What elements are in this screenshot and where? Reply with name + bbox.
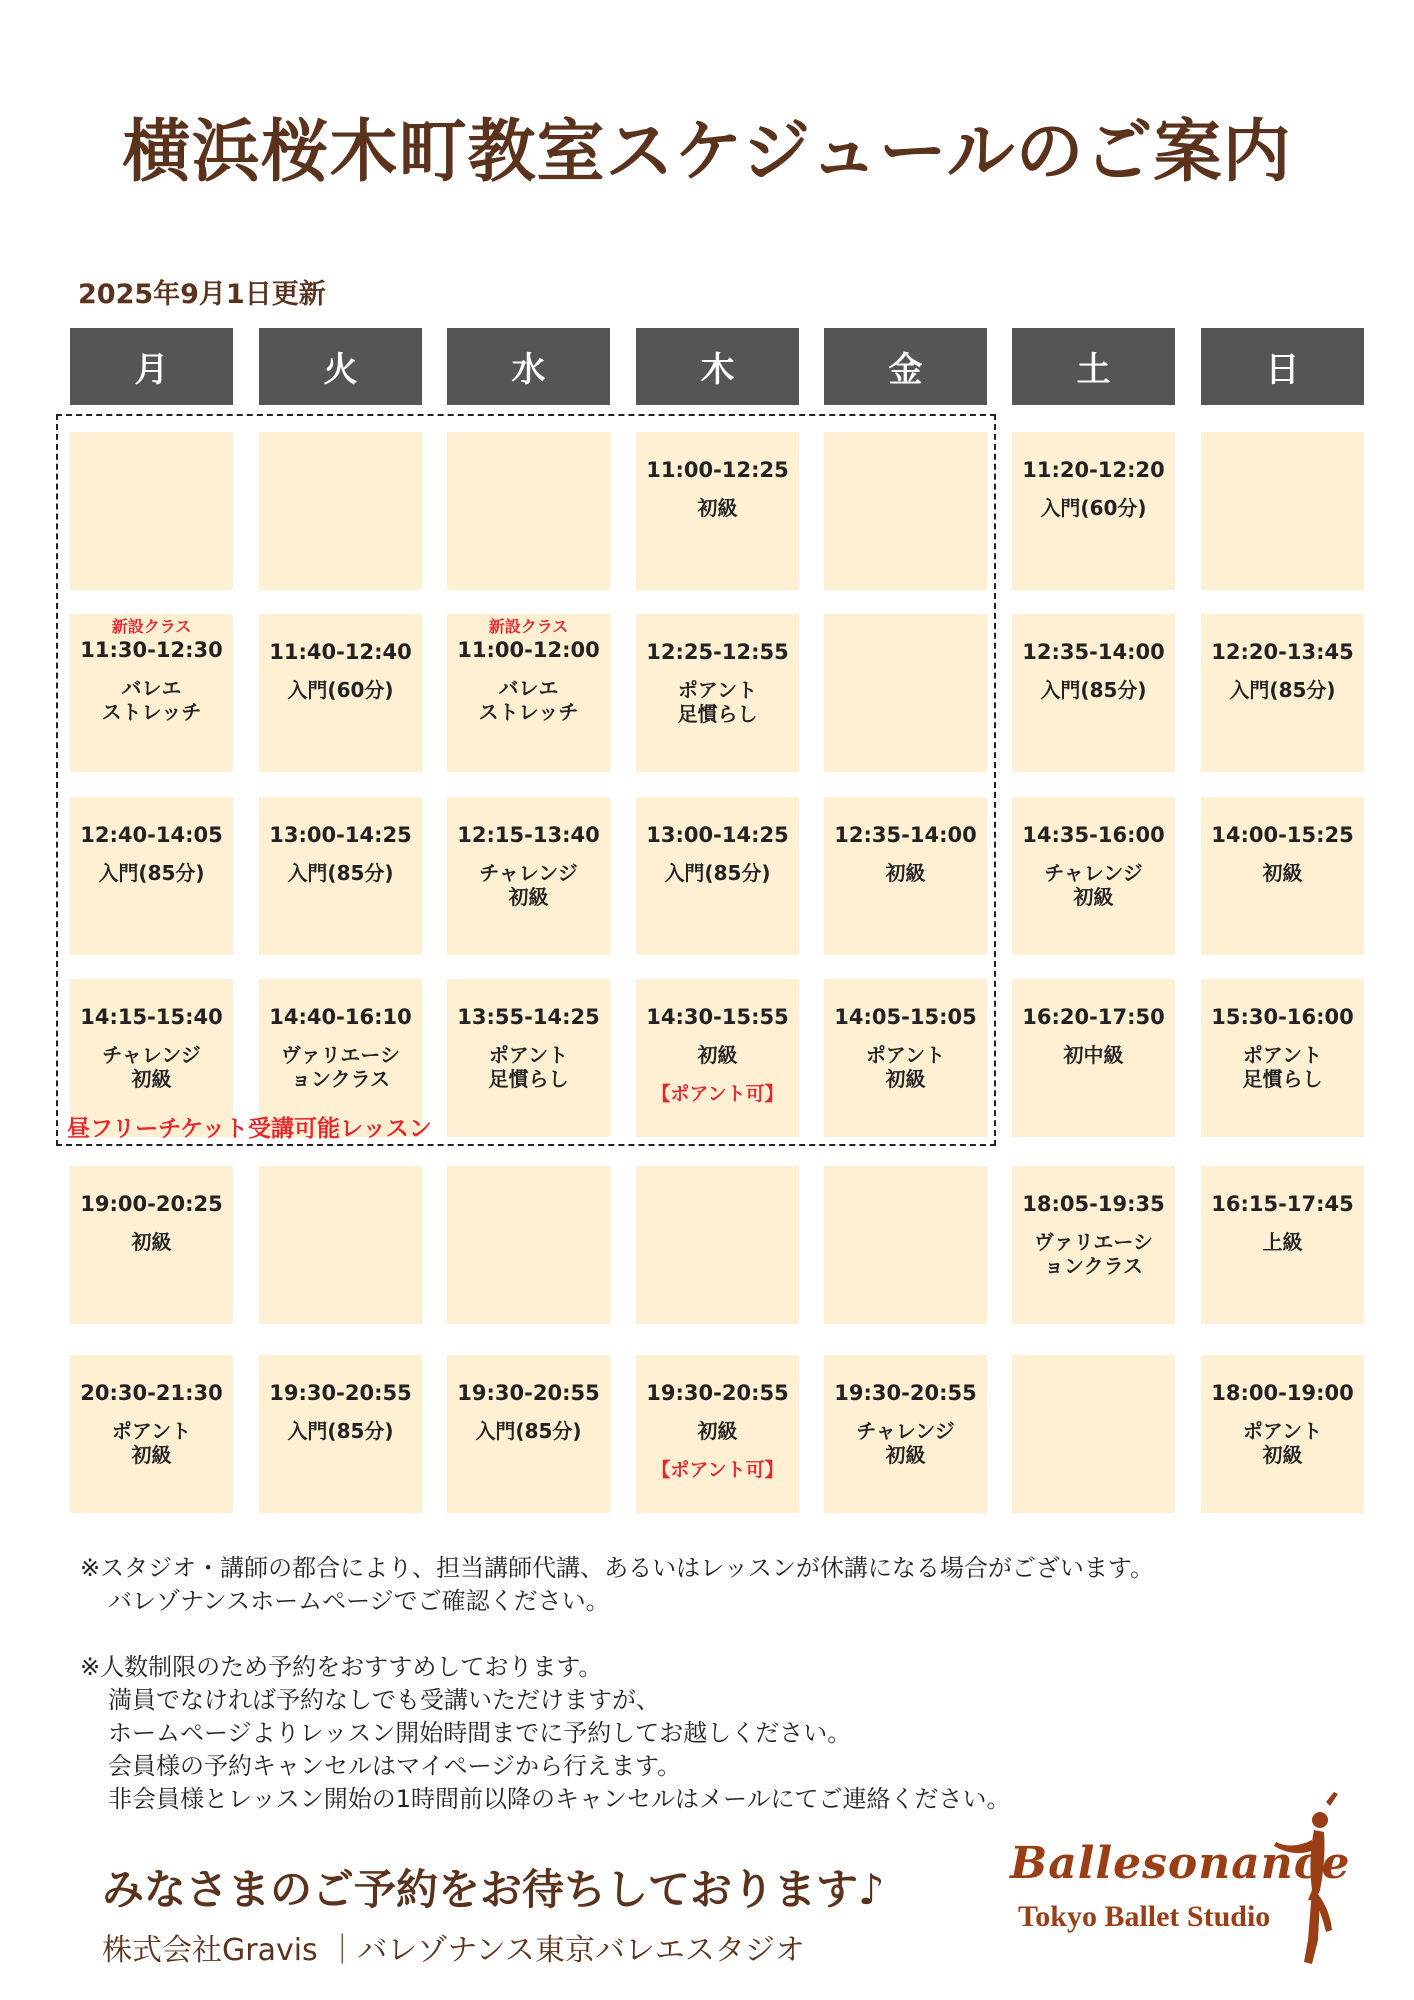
class-cell: [70, 1166, 233, 1324]
note-line: 会員様の予約キャンセルはマイページから行えます。: [108, 1752, 682, 1780]
note-line: 満員でなければ予約なしでも受講いただけますが、: [108, 1686, 660, 1714]
class-cell: [1012, 1166, 1175, 1324]
class-cell: [447, 1166, 610, 1324]
new-class-badge: 新設クラス: [111, 617, 192, 636]
class-name: ポアント 足慣らし: [488, 1043, 569, 1091]
day-header: 火: [259, 328, 422, 405]
class-name: 上級: [1262, 1230, 1303, 1254]
class-name: 入門(85分): [1229, 678, 1336, 702]
pointe-note: 【ポアント可】: [651, 1459, 784, 1481]
updated-date: 2025年9月1日更新: [78, 279, 326, 310]
class-time: 12:20-13:45: [1211, 640, 1354, 664]
class-cell: [824, 1166, 987, 1324]
class-cell: [1012, 432, 1175, 590]
class-cell: [1201, 1355, 1364, 1513]
class-time: 12:25-12:55: [646, 640, 789, 664]
day-header: 土: [1012, 328, 1175, 405]
note-line: ※スタジオ・講師の都合により、担当講師代講、あるいはレッスンが休講になる場合がございます。: [80, 1554, 1154, 1582]
class-name: チャレンジ 初級: [102, 1043, 201, 1091]
class-name: ポアント 足慣らし: [1242, 1043, 1323, 1091]
class-time: 19:30-20:55: [646, 1381, 789, 1405]
class-name: ポアント 初級: [111, 1419, 192, 1467]
class-name: 初級: [1262, 861, 1303, 885]
new-class-badge: 新設クラス: [488, 617, 569, 636]
class-cell: [1012, 614, 1175, 772]
notes: [80, 1552, 1340, 1816]
class-name: 初級: [131, 1230, 172, 1254]
day-header: 木: [636, 328, 799, 405]
class-name: 初級: [697, 1419, 738, 1443]
class-time: 14:15-15:40: [80, 1005, 223, 1029]
class-time: 14:35-16:00: [1022, 823, 1165, 847]
class-name: 入門(60分): [1040, 496, 1147, 520]
class-time: 18:00-19:00: [1211, 1381, 1354, 1405]
class-cell: [1201, 432, 1364, 590]
company-name: 株式会社Gravis ｜バレゾナンス東京バレエスタジオ: [102, 1933, 805, 1968]
class-time: 16:15-17:45: [1211, 1192, 1354, 1216]
class-name: 初中級: [1063, 1043, 1124, 1067]
class-cell: [1012, 797, 1175, 955]
class-time: 13:00-14:25: [269, 823, 412, 847]
class-name: 入門(85分): [98, 861, 205, 885]
note-line: バレゾナンスホームページでご確認ください。: [108, 1587, 610, 1615]
day-header: 金: [824, 328, 987, 405]
class-time: 13:00-14:25: [646, 823, 789, 847]
free-ticket-frame: [56, 414, 996, 1146]
class-name: ポアント 初級: [865, 1043, 946, 1091]
closing-message: みなさまのご予約をお待ちしております♪: [102, 1865, 885, 1914]
class-time: 19:30-20:55: [269, 1381, 412, 1405]
class-time: 11:40-12:40: [269, 640, 412, 664]
class-name: チャレンジ 初級: [856, 1419, 955, 1467]
class-time: 19:30-20:55: [834, 1381, 977, 1405]
class-time: 19:00-20:25: [80, 1192, 223, 1216]
class-name: ヴァリエーシ ョンクラス: [281, 1043, 400, 1091]
class-cell: [1201, 797, 1364, 955]
page-title: 横浜桜木町教室スケジュールのご案内: [122, 113, 1292, 192]
class-name: チャレンジ 初級: [479, 861, 578, 909]
class-time: 13:55-14:25: [457, 1005, 600, 1029]
class-time: 20:30-21:30: [80, 1381, 223, 1405]
class-cell: [1201, 614, 1364, 772]
class-time: 14:30-15:55: [646, 1005, 789, 1029]
class-name: 入門(85分): [475, 1419, 582, 1443]
class-cell: [70, 1355, 233, 1513]
class-time: 12:35-14:00: [1022, 640, 1165, 664]
class-name: 入門(85分): [664, 861, 771, 885]
class-cell: [259, 1355, 422, 1513]
class-name: 入門(85分): [1040, 678, 1147, 702]
class-time: 14:05-15:05: [834, 1005, 977, 1029]
logo-subtitle: Tokyo Ballet Studio: [1018, 1900, 1271, 1933]
logo-wordmark: Ballesonance: [1010, 1838, 1351, 1889]
class-name: 入門(85分): [287, 861, 394, 885]
class-name: 初級: [885, 861, 926, 885]
class-time: 14:00-15:25: [1211, 823, 1354, 847]
class-name: バレエ ストレッチ: [478, 676, 579, 724]
class-name: 入門(60分): [287, 678, 394, 702]
note-line: 非会員様とレッスン開始の1時間前以降のキャンセルはメールにてご連絡ください。: [108, 1785, 1011, 1813]
class-time: 11:00-12:25: [646, 458, 789, 482]
class-time: 11:20-12:20: [1022, 458, 1165, 482]
class-time: 19:30-20:55: [457, 1381, 600, 1405]
class-cell: [259, 1166, 422, 1324]
class-time: 11:30-12:30: [80, 638, 223, 662]
class-time: 18:05-19:35: [1022, 1192, 1165, 1216]
class-name: 入門(85分): [287, 1419, 394, 1443]
day-header: 月: [70, 328, 233, 405]
pointe-note: 【ポアント可】: [651, 1083, 784, 1105]
class-cell: [636, 1166, 799, 1324]
class-name: ヴァリエーシ ョンクラス: [1034, 1230, 1153, 1278]
class-time: 12:15-13:40: [457, 823, 600, 847]
class-name: 初級: [697, 1043, 738, 1067]
class-cell: [1012, 979, 1175, 1137]
class-time: 12:35-14:00: [834, 823, 977, 847]
class-name: 初級: [697, 496, 738, 520]
class-cell: [1012, 1355, 1175, 1513]
day-header: 日: [1201, 328, 1364, 405]
class-cell: [447, 1355, 610, 1513]
day-header: 水: [447, 328, 610, 405]
studio-logo: [1010, 1790, 1380, 1970]
class-time: 12:40-14:05: [80, 823, 223, 847]
class-time: 15:30-16:00: [1211, 1005, 1354, 1029]
class-time: 11:00-12:00: [457, 638, 600, 662]
note-line: ※人数制限のため予約をおすすめしております。: [80, 1653, 603, 1681]
class-cell: [1201, 1166, 1364, 1324]
class-cell: [1201, 979, 1364, 1137]
class-time: 14:40-16:10: [269, 1005, 412, 1029]
class-name: ポアント 足慣らし: [677, 678, 758, 726]
class-cell: [824, 1355, 987, 1513]
class-name: ポアント 初級: [1242, 1419, 1323, 1467]
note-line: ホームページよりレッスン開始時間までに予約してお越しください。: [108, 1719, 852, 1747]
class-name: バレエ ストレッチ: [101, 676, 202, 724]
class-cell: [636, 1355, 799, 1513]
class-name: チャレンジ 初級: [1044, 861, 1143, 909]
class-time: 16:20-17:50: [1022, 1005, 1165, 1029]
free-ticket-label: 昼フリーチケット受講可能レッスン: [67, 1116, 432, 1142]
